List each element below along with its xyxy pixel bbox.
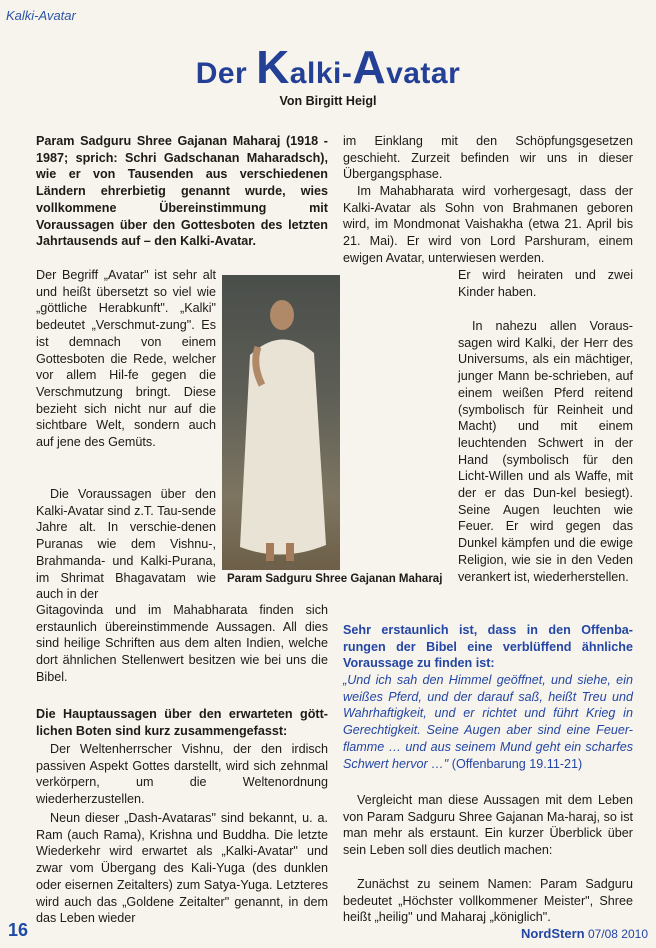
- left-paragraph-2-cont: Gitagovinda und im Mahabharata finden sich erstaunlich übereinstimmende Aussagen. All dies sind heilige Schriften aus dem alten Indien, welche dort ähnlichen Stellenwert besitzen wie bei uns die Bibel.: [36, 603, 328, 684]
- right-paragraph-5: Zunächst zu seinem Namen: Param Sadguru bedeutet „Höchster vollkommener Meister", Shree heißt „heilig" und Maharaj „königlich".: [343, 877, 633, 925]
- lead-paragraph: Param Sadguru Shree Gajanan Maharaj (1918 - 1987; sprich: Schri Gadschanan Maharadsch), wie er von Tausenden aus verschiedenen Ländern ehrerbietig genannt wurde, wies vollkommene Übereinstimmung mit Voraussagen über den Gottesboten des letzten Jahrtausends auf – den Kalki-Avatar.: [36, 134, 328, 249]
- left-paragraph-4: Neun dieser „Dash-Avataras" sind bekannt, u. a. Ram (auch Rama), Krishna und Buddha. Die letzte Wiederkehr wird erwartet als „Kalki-Avatar" und zwar vom Übergang des Kali-Yuga (des dunklen oder eisernen Zeitalters) zum Satya-Yuga. Letzteres wird auch das „Goldene Zeitalter" genannt, in dem das Leben wieder: [36, 811, 328, 926]
- page-number: 16: [8, 920, 29, 940]
- left-paragraph-1: Der Begriff „Avatar" ist sehr alt und heißt übersetzt so viel wie „göttliche Herabkunft". „Kalki" bedeutet „Verschmut-zung". Es ist demnach von einem Gottesboten die Rede, welcher vor allem Hil-fe gegen die Verschmutzung bringt. Diese bezieht sich nicht nur auf die sichtbare Welt, sondern auch auf jene des Gemüts.: [36, 268, 216, 450]
- byline: Von Birgitt Heigl: [279, 94, 377, 108]
- right-paragraph-1: im Einklang mit den Schöpfungsgesetzen geschieht. Zurzeit befinden wir uns in dieser Übergangsphase.: [343, 134, 633, 182]
- left-paragraph-3: Der Weltenherrscher Vishnu, der den irdisch passiven Aspekt Gottes darstellt, wird sich zehnmal verkörpern, um die Weltenordnung wiederherzustellen.: [36, 742, 328, 807]
- bible-heading: Sehr erstaunlich ist, dass in den Offenba-rungen der Bibel eine verblüffend ähnliche Voraussage zu finden ist:: [343, 623, 633, 671]
- article-title: Der Kalki-Avatar: [195, 41, 461, 93]
- right-paragraph-2-cont: Er wird heiraten und zwei Kinder haben.: [458, 268, 633, 299]
- left-paragraph-2: Die Voraussagen über den Kalki-Avatar sind z.T. Tau-sende Jahre alt. In verschie-denen Puranas wie dem Vishnu-, Brahmanda- und Kalki-Purana, im Shrimat Bhagavatam wie auch in der: [36, 487, 216, 602]
- portrait-figure-icon: [222, 275, 340, 570]
- bible-quote: „Und ich sah den Himmel geöffnet, und siehe, ein weißes Pferd, und der darauf saß, heißt Treu und Wahrhaftigkeit, und er richtet und führt Krieg in Gerechtigkeit. Seine Augen aber sind eine Feuer-flamme … und aus seinem Mund geht ein scharfes Schwert hervor …" (Offenbarung 19.11-21): [343, 673, 633, 771]
- section-header: Kalki-Avatar: [6, 8, 76, 23]
- right-paragraph-3: In nahezu allen Voraus-sagen wird Kalki, der Herr des Universums, als ein mächtiger, junger Mann be-schrieben, auf einem weißen Pferd reitend (symbolisch für Reinheit und Macht) und mit einem leuchtenden Schwert in der Hand (symbolisch für den Licht-Willen und als Waffe, mit der er das Dun-kel besiegt). Seine Augen leuchten wie Feuer. Er wird gegen das Dunkel kämpfen und die ewige Religion, wie sie in den Veden verankert ist, wiederherstellen.: [458, 319, 633, 584]
- portrait-photo: [222, 275, 340, 570]
- right-paragraph-4: Vergleicht man diese Aussagen mit dem Leben von Param Sadguru Shree Gajanan Ma-haraj, so ist man mehr als erstaunt. Ein kurzer Überblick über sein Leben soll dies deutlich machen:: [343, 793, 633, 858]
- photo-caption: Param Sadguru Shree Gajanan Maharaj: [227, 573, 443, 585]
- subheading: Die Hauptaussagen über den erwarteten gött-lichen Boten sind kurz zusammengefasst:: [36, 707, 328, 738]
- right-paragraph-2: Im Mahabharata wird vorhergesagt, dass der Kalki-Avatar als Sohn von Brahmanen geboren wird, im Mondmonat Vaishakha (etwa 21. April bis 21. Mai). Er wird von Lord Parshuram, einem ewigen Avatar, unterwiesen werden.: [343, 184, 633, 265]
- magazine-footer: NordStern 07/08 2010: [521, 926, 648, 941]
